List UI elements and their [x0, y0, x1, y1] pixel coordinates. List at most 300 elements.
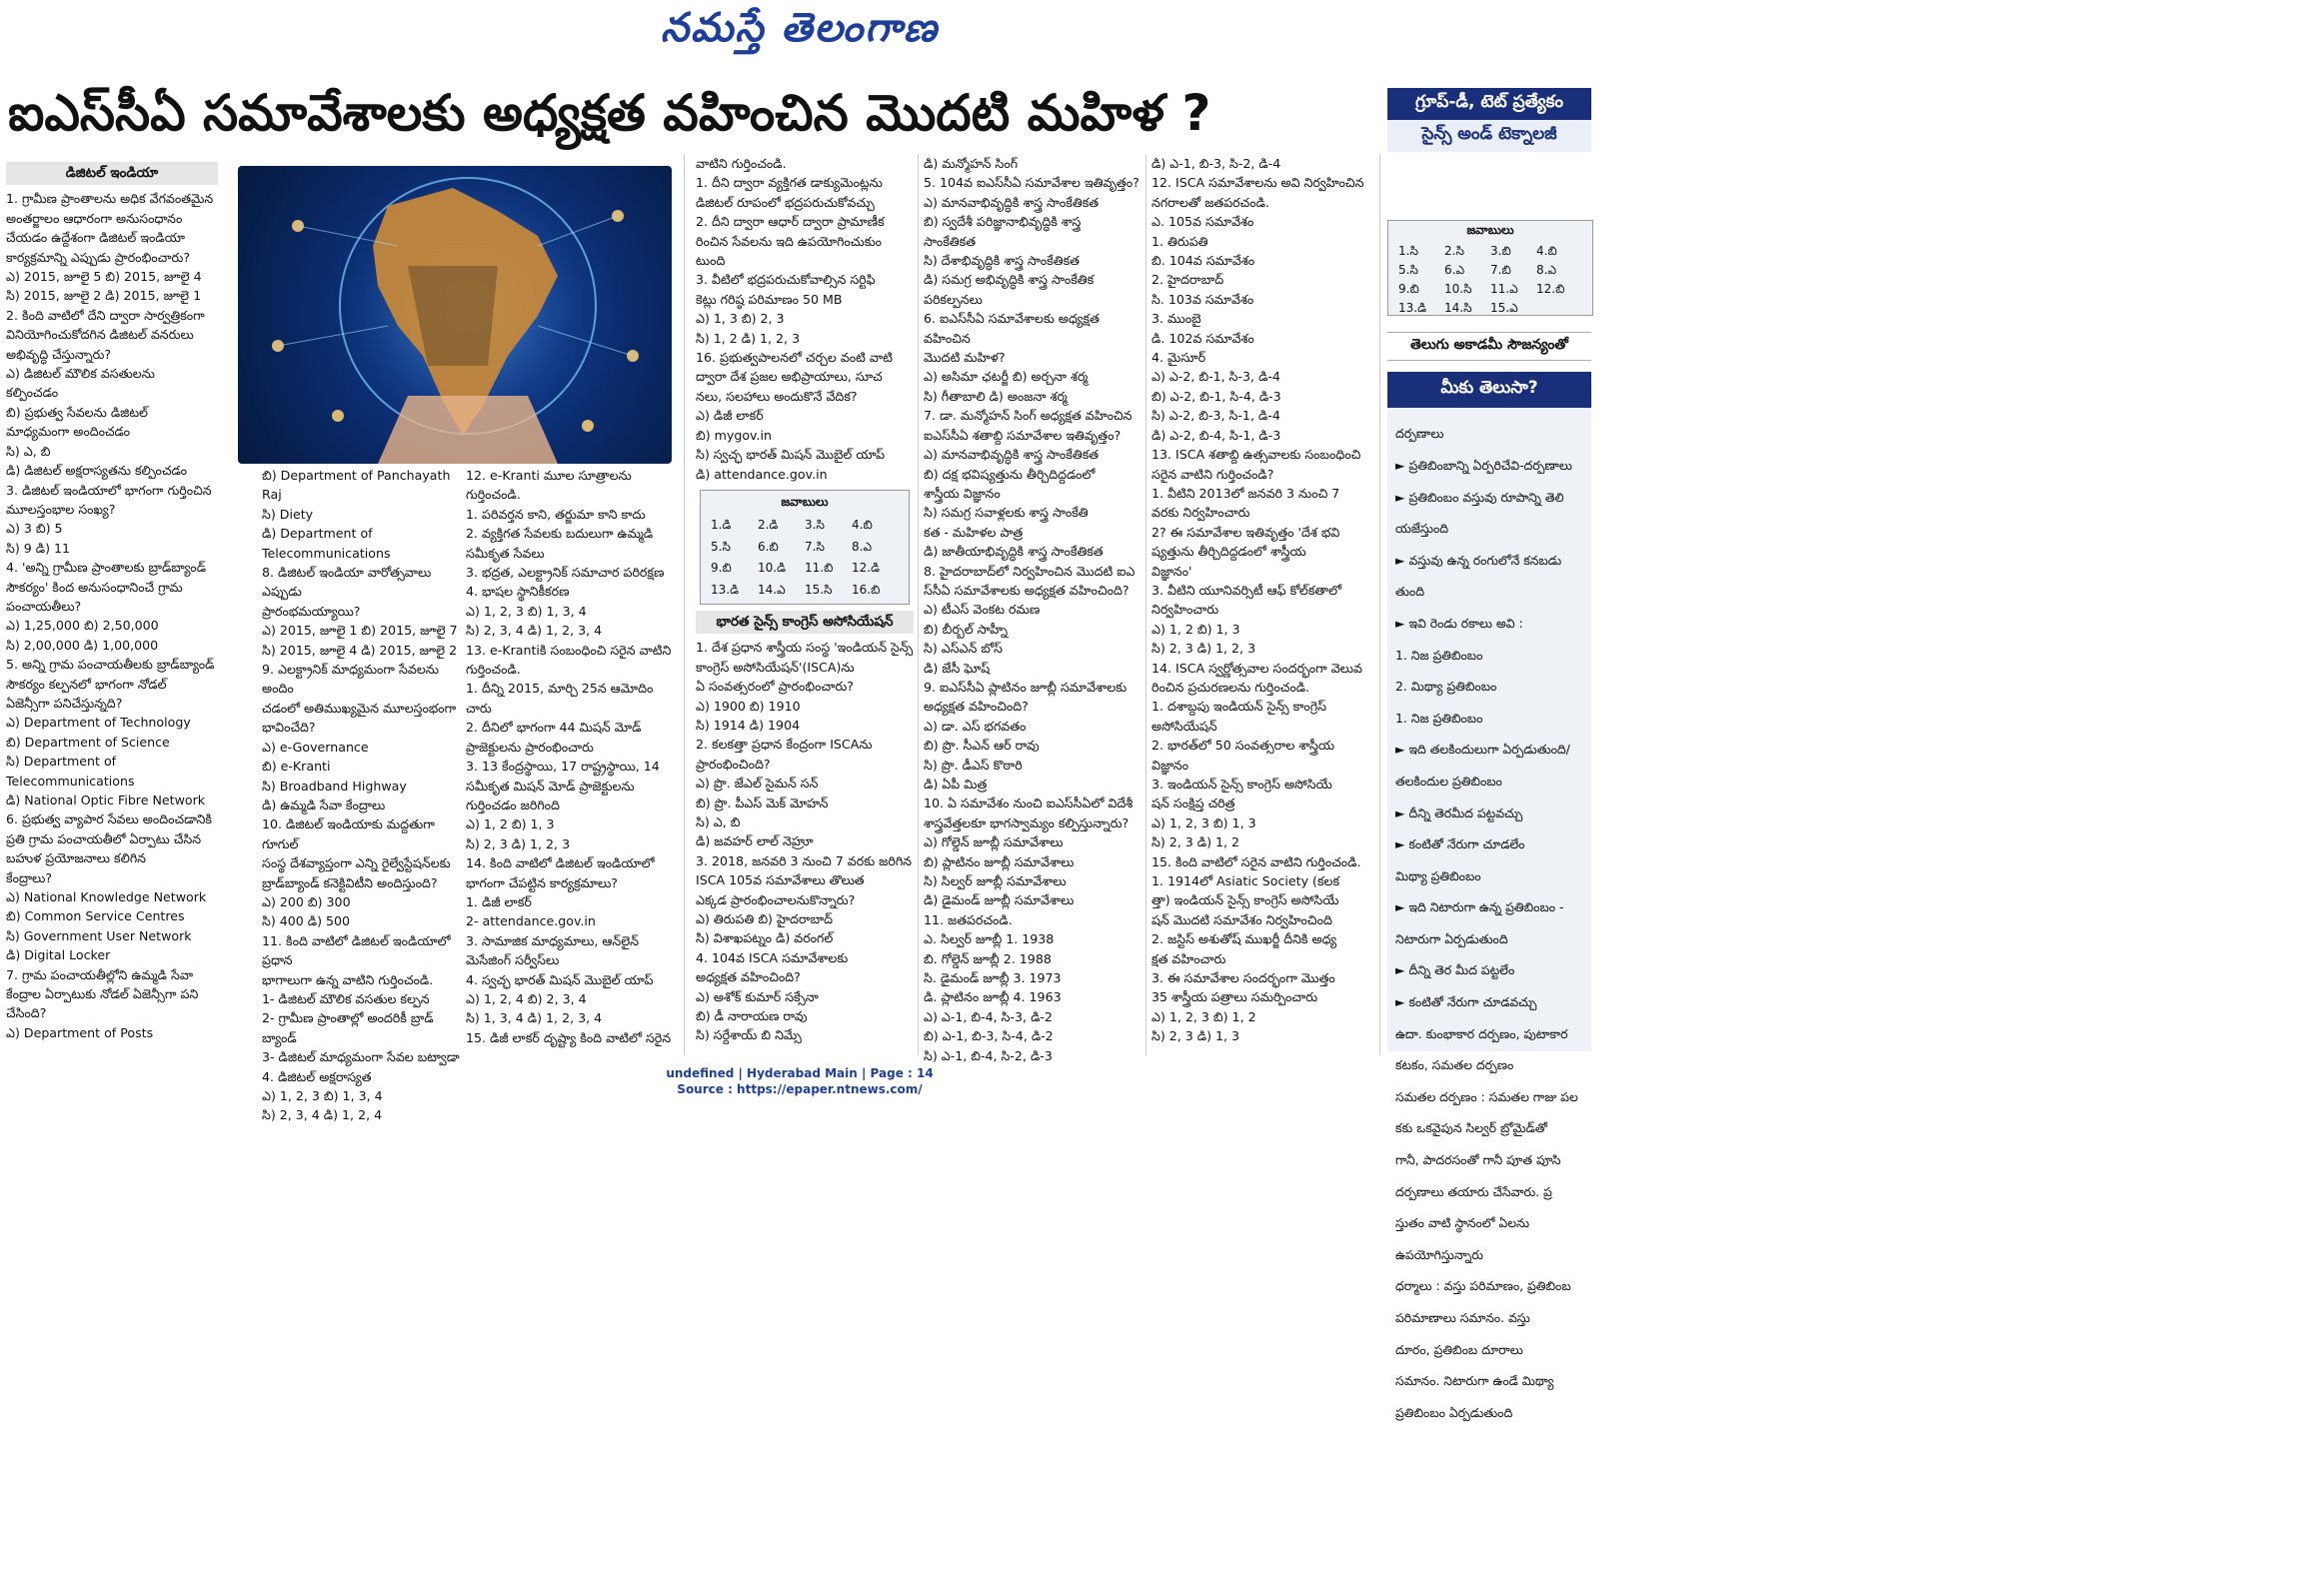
text-line: డి) ఎ-1, బి-3, సి-2, డి-4	[1152, 156, 1281, 171]
text-line: 1. నిజ ప్రతిబింబం	[1395, 647, 1483, 663]
text-line: బి) mygov.in	[696, 427, 773, 443]
section-heading-isca: భారత సైన్స్ కాంగ్రెస్ అసోసియేషన్	[696, 611, 914, 634]
text-line: అధ్యక్షత వహించింది?	[924, 699, 1029, 715]
text-line: సి) 2, 3, 4 డి) 1, 2, 4	[262, 1107, 383, 1123]
answer-item: 6.బి	[758, 539, 779, 554]
text-line: మూలస్తంభాల సంఖ్య?	[6, 501, 116, 517]
text-line: సాంకేతికత	[924, 233, 977, 249]
text-line: డి) attendance.gov.in	[696, 466, 828, 482]
text-line: ఎ) 1, 2, 4 బి) 2, 3, 4	[466, 990, 587, 1006]
answer-item: 16.బి	[852, 582, 881, 597]
text-line: ఎ) 1, 2 బి) 1, 3	[466, 816, 555, 832]
text-line: 7. గ్రామ పంచాయతీల్లోని ఉమ్మడి సేవా	[6, 966, 194, 982]
text-line: సి) 9 డి) 11	[6, 540, 71, 556]
column-5	[924, 154, 1142, 1063]
text-line: 13. e-Krantiకి సంబంధించి సరైన వాటిని	[466, 642, 672, 658]
text-line: ఎ) టీఎస్ వెంకట రమణ	[924, 602, 1041, 618]
text-line: 35 శాస్త్రీయ పత్రాలు సమర్పించారు	[1152, 989, 1318, 1005]
text-line: పంచాయతీలు?	[6, 598, 82, 614]
text-line: సమీకృత మిషన్ మోడ్ ప్రాజెక్టులను	[466, 778, 635, 794]
text-line: 2. వ్యక్తిగత సేవలకు బదులుగా ఉమ్మడి	[466, 526, 654, 542]
answer-item: 8.ఎ	[852, 539, 872, 554]
did-you-know-title: మీకు తెలుసా?	[1387, 372, 1591, 408]
text-line: త్తా) ఇండియన్ సైన్స్ కాంగ్రెస్ అసోసియే	[1152, 892, 1339, 908]
text-line: 3- డిజిటల్ మాధ్యమంగా సేవల బట్వాడా	[262, 1049, 460, 1065]
answer-item: 7.బి	[1490, 263, 1511, 277]
text-line: మాధ్యమంగా అందించడం	[6, 424, 131, 440]
text-line: 1. డిజీ లాకర్	[466, 893, 532, 909]
text-line: 11. జతపరచండి.	[924, 911, 1013, 927]
text-line: 1. దీన్ని 2015, మార్చి 25న ఆమోదిం	[466, 681, 654, 697]
text-line: సి) Broadband Highway	[262, 778, 407, 794]
text-line: స్‌సీఏ సమావేశాలకు అధ్యక్షత వహించింది?	[924, 582, 1130, 598]
text-line: సి) 2, 3 డి) 1, 2, 3	[466, 835, 571, 851]
text-line: ష్యత్తును తీర్చిదిద్దడంలో శాస్త్రీయ	[1152, 544, 1306, 560]
text-line: ఎక్కడ ప్రారంభించాలనుకొన్నారు?	[696, 891, 856, 907]
courtesy-note: తెలుగు అకాడమీ సౌజన్యంతో	[1387, 332, 1591, 361]
text-line: డి) జాతీయాభివృద్ధికి శాస్త్ర సాంకేతికత	[924, 544, 1104, 560]
text-line: మెసేజింగ్ సర్వీస్‌లు	[466, 952, 560, 968]
text-line: ఐఎస్‌సీఏ శతాబ్ది సమావేశాల ఇతివృత్తం?	[924, 427, 1122, 443]
text-line: ఎ) ఎ-1, బి-4, సి-3, డి-2	[924, 1008, 1053, 1024]
text-line: డి) ఉమ్మడి సేవా కేంద్రాలు	[262, 797, 386, 812]
text-line: సి) 2, 3 డి) 1, 2, 3	[1152, 641, 1256, 657]
text-line: ఎ) 2015, జూలై 1 బి) 2015, జూలై 7	[262, 623, 458, 639]
text-line: ద్వారా దేశ ప్రజల అభిప్రాయాలు, సూచ	[696, 369, 883, 385]
text-line: ఎ) 1,25,000 బి) 2,50,000	[6, 618, 159, 634]
answer-item: 10.డి	[758, 561, 786, 576]
text-line: పరికల్పనలు	[924, 291, 983, 307]
text-line: 3. ముంబై	[1152, 311, 1201, 327]
text-line: సౌకర్యం కల్పనలో భాగంగా నోడల్	[6, 676, 167, 692]
text-line: ఎ) అశోక్ కుమార్ సక్సేనా	[696, 988, 819, 1004]
answer-item: 10.సి	[1444, 282, 1472, 296]
text-line: ఎ) ఎ-2, బి-1, సి-3, డి-4	[1152, 369, 1280, 385]
text-line: భాగాలుగా ఉన్న వాటిని గుర్తించండి.	[262, 971, 434, 987]
text-line: 4. 104వ ISCA సమావేశాలకు	[696, 949, 849, 965]
text-line: దూరం, ప్రతిబింబ దూరాలు	[1395, 1341, 1523, 1357]
text-line: సి) సిల్వర్ జూబ్లీ సమావేశాలు	[924, 873, 1067, 889]
text-line: ఎ) 2015, జూలై 5 బి) 2015, జూలై 4	[6, 269, 202, 285]
text-line: సమీకృత సేవలు	[466, 545, 545, 561]
text-line: అభివృద్ధి చేస్తున్నారు?	[6, 346, 112, 362]
text-line: సి) 400 డి) 500	[262, 913, 351, 929]
text-line: 4. డిజిటల్ అక్షరాస్యత	[262, 1068, 372, 1084]
column-divider	[1146, 154, 1147, 1055]
text-line: 2. దీనిలో భాగంగా 44 మిషన్ మోడ్	[466, 720, 642, 736]
text-line: ఎ. 105వ సమావేశం	[1152, 214, 1254, 230]
text-line: సమతల దర్పణం : సమతల గాజు పల	[1395, 1088, 1578, 1104]
text-line: ప్రతి గ్రామ పంచాయతీలో ఏర్పాటు చేసిన	[6, 830, 202, 846]
text-line: బి) ప్రొ. సీఎన్ ఆర్ రావు	[924, 738, 1040, 754]
text-line: 8. హైదరాబాద్‌లో నిర్వహించిన మొదటి ఐఎ	[924, 563, 1136, 579]
text-line: 4. 'అన్ని గ్రామీణ ప్రాంతాలకు బ్రాడ్‌బ్యాండ్	[6, 560, 207, 576]
text-line: అసోసియేషన్	[1152, 718, 1217, 734]
text-line: ఎ) Department of Technology	[6, 715, 191, 731]
text-line: సి) దేశాభివృద్ధికి శాస్త్ర సాంకేతికత	[924, 253, 1080, 269]
text-line: 6. ఐఎస్‌సీఏ సమావేశాలకు అధ్యక్షత వహించిన	[924, 311, 1100, 346]
text-line: సి) 2015, జూలై 2 డి) 2015, జూలై 1	[6, 288, 202, 304]
text-line: 6. ప్రభుత్వ వ్యాపార సేవలు అందించడానికి	[6, 811, 212, 827]
text-line: దర్పణాలు	[1395, 426, 1444, 442]
text-line: 2. దీని ద్వారా ఆధార్ ద్వారా ప్రామాణీక	[696, 214, 885, 230]
text-line: సి) స్వచ్ఛ భారత్ మిషన్ మొబైల్ యాప్	[696, 447, 886, 463]
text-line: సంస్థ దేశవ్యాప్తంగా ఎన్ని రైల్వేస్టేషన్‌లకు	[262, 855, 451, 871]
text-line: 12. e-Kranti మూల సూత్రాలను	[466, 468, 632, 483]
column-divider	[918, 154, 919, 1055]
text-line: ఎ) 1, 2, 3 బి) 1, 2	[1152, 1008, 1256, 1024]
text-line: ఎ) 1, 2 బి) 1, 3	[1152, 621, 1240, 637]
text-line: 1. వీటిని 2013లో జనవరి 3 నుంచి 7	[1152, 485, 1340, 501]
text-line: గుర్తించండి.	[466, 662, 521, 678]
text-line: సి) విశాఖపట్నం డి) వరంగల్	[696, 930, 834, 946]
text-line: 3. వీటిని యూనివర్సిటీ ఆఫ్ కోల్‌కతాలో	[1152, 582, 1342, 598]
answer-item: 4.బి	[852, 518, 873, 533]
footer-edition: undefined | Hyderabad Main | Page : 14	[666, 1066, 934, 1080]
text-line: ఏజెన్సీగా పనిచేస్తున్నది?	[6, 695, 123, 711]
text-line: 1. గ్రామీణ ప్రాంతాలను అధిక వేగవంతమైన	[6, 191, 214, 207]
text-line: ► ఇవి రెండు రకాలు అవి :	[1395, 615, 1523, 631]
text-line: విజ్ఞానం	[1152, 757, 1188, 773]
text-line: నగరాలతో జతపరచండి.	[1152, 194, 1269, 210]
text-line: ఎ) డిజిటల్ మౌలిక వసతులను	[6, 366, 155, 382]
text-line: ఎ) డిజీ లాకర్	[696, 408, 764, 424]
text-line: కల్పించడం	[6, 385, 59, 401]
text-line: శాస్త్రీయ విజ్ఞానం	[924, 485, 1001, 501]
column-6	[1152, 154, 1371, 1055]
answer-item: 13.డి	[1398, 301, 1426, 315]
footer-source: Source : https://epaper.ntnews.com/	[677, 1082, 923, 1096]
text-line: సరైన వాటిని గుర్తించండి?	[1152, 466, 1274, 482]
text-line: సి) ప్రొ. డీఎస్ కొఠారి	[924, 757, 1023, 773]
answers-box-digital-india	[700, 490, 910, 605]
text-line: 3. 2018, జనవరి 3 నుంచి 7 వరకు జరిగిన	[696, 852, 913, 868]
text-line: భాగంగా చేపట్టిన కార్యక్రమాలు?	[466, 874, 618, 890]
text-line: సి) Diety	[262, 506, 314, 522]
text-line: 16. ప్రభుత్వపాలనలో చర్చల వంటి వాటి	[696, 350, 893, 366]
text-line: 1. దీని ద్వారా వ్యక్తిగత డాక్యుమెంట్లను	[696, 175, 883, 191]
text-line: సి) ఎ, బి	[6, 443, 51, 459]
text-line: సమానం. నిటారుగా ఉండే మిథ్యా	[1395, 1373, 1554, 1389]
text-line: డి. ప్లాటినం జూబ్లీ 4. 1963	[924, 989, 1062, 1005]
text-line: ఎ. సిల్వర్ జూబ్లీ 1. 1938	[924, 931, 1055, 947]
text-line: ఎ) Department of Posts	[6, 1024, 154, 1040]
text-line: 8. డిజిటల్ ఇండియా వారోత్సవాలు ఎప్పుడు	[262, 565, 432, 600]
text-line: 2- గ్రామీణ ప్రాంతాల్లో అందరికీ బ్రాడ్	[262, 1010, 434, 1026]
page-footer	[0, 1065, 1599, 1097]
text-line: డి) జవహర్ లాల్ నెహ్రూ	[696, 833, 814, 849]
text-line: ఏ సంవత్సరంలో ప్రారంభించారు?	[696, 679, 854, 695]
answer-item: 7.సి	[805, 539, 825, 554]
text-line: కటకం, సమతల దర్పణం	[1395, 1057, 1514, 1073]
text-line: 3. 13 కేంద్రస్థాయి, 17 రాష్ట్రస్థాయి, 14	[466, 759, 660, 775]
text-line: 1. దేశ ప్రధాన శాస్త్రీయ సంస్థ 'ఇండియన్ సైన్స్	[696, 640, 914, 656]
text-line: ఎ) 200 బి) 300	[262, 893, 351, 909]
text-line: ఎ) తిరుపతి బి) హైదరాబాద్	[696, 911, 834, 927]
answer-item: 2.సి	[1444, 244, 1464, 258]
text-line: ఉదా. కుంభాకార దర్పణం, పుటాకార	[1395, 1025, 1568, 1041]
text-line: బి) Department of Science	[6, 734, 170, 750]
answer-item: 15.సి	[805, 582, 833, 597]
column-divider	[1379, 154, 1380, 1055]
text-line: 2. భారత్‌లో 50 సంవత్సరాల శాస్త్రీయ	[1152, 738, 1335, 754]
answer-item: 5.సి	[1398, 263, 1418, 277]
text-line: బి) e-Kranti	[262, 759, 331, 775]
text-line: బి) Common Service Centres	[6, 908, 185, 924]
headline: ఐఎస్‌సీఏ సమావేశాలకు అధ్యక్షత వహించిన మొదటి మహిళ ?	[8, 84, 1211, 142]
text-line: డి) Department of	[262, 526, 373, 542]
answer-item: 1.సి	[1398, 244, 1418, 258]
text-line: 3. ఇండియన్ సైన్స్ కాంగ్రెస్ అసోసియే	[1152, 777, 1332, 792]
text-line: నిర్వహించారు	[1152, 602, 1219, 618]
text-line: ► కంటితో నేరుగా చూడవచ్చు	[1395, 994, 1537, 1010]
text-line: సి) 2,00,000 డి) 1,00,000	[6, 637, 159, 653]
text-line: బహుళ ప్రయోజనాలు కలిగిన	[6, 850, 147, 866]
text-line: ఎ) 1900 బి) 1910	[696, 698, 801, 714]
did-you-know-box	[1387, 372, 1591, 1420]
text-line: బ్యాండ్	[262, 1029, 297, 1045]
text-line: ఎ) 1, 2, 3 బి) 1, 3, 4	[466, 603, 587, 619]
text-line: 10. ఏ సమావేశం నుంచి ఐఎస్‌సీఏలో విదేశీ	[924, 796, 1134, 811]
text-line: ఎ) 1, 3 బి) 2, 3	[696, 311, 785, 327]
text-line: 12. ISCA సమావేశాలను అవి నిర్వహించిన	[1152, 175, 1364, 191]
text-line: చడంలో అతిముఖ్యమైన మూలస్తంభంగా	[262, 700, 457, 716]
answer-item: 13.డి	[711, 582, 739, 597]
text-line: 11. కింది వాటిలో డిజిటల్ ఇండియాలో ప్రధాన	[262, 932, 451, 968]
column-divider	[684, 154, 685, 1055]
answer-item: 15.ఎ	[1490, 301, 1518, 315]
text-line: సి) 2, 3 డి) 1, 3	[1152, 1028, 1240, 1044]
text-line: బి) ఎ-1, బి-3, సి-4, డి-2	[924, 1028, 1054, 1044]
text-line: తలకిందుల ప్రతిబింబం	[1395, 773, 1502, 789]
answer-item: 4.బి	[1536, 244, 1557, 258]
text-line: తుంది	[1395, 584, 1424, 600]
text-line: 1- డిజిటల్ మౌలిక వసతుల కల్పన	[262, 990, 430, 1006]
text-line: 1. తిరుపతి	[1152, 233, 1208, 249]
text-line: సి) ఎ-1, బి-4, సి-2, డి-3	[924, 1047, 1053, 1063]
text-line: ఎ) e-Governance	[262, 739, 369, 755]
answer-item: 3.సి	[805, 518, 825, 533]
text-line: ► ప్రతిబింబం వస్తువు రూపాన్ని తెలి	[1395, 489, 1564, 505]
text-line: బి) దక్ష భవిష్యత్తును తీర్చిదిద్దడంలో	[924, 466, 1096, 482]
text-line: అధ్యక్షత వహించింది?	[696, 969, 801, 985]
text-line: 10. డిజిటల్ ఇండియాకు మద్దతుగా గూగుల్	[262, 816, 435, 851]
answers-box-isca	[1387, 220, 1593, 316]
text-line: డిజిటల్ రూపంలో భద్రపరుచుకోవచ్చు	[696, 194, 875, 210]
text-line: భావించేది?	[262, 720, 316, 736]
column-3	[466, 466, 676, 1055]
text-line: ఎ) 1, 2, 3 బి) 1, 3	[1152, 814, 1256, 830]
text-line: ఎ) 3 బి) 5	[6, 521, 63, 537]
text-line: ప్రారంభమయ్యాయి?	[262, 603, 361, 619]
answer-item: 9.బి	[1398, 282, 1419, 296]
text-line: బి) డీ నారాయణ రావు	[696, 1008, 808, 1024]
text-line: బి) ప్లాటినం జూబ్లీ సమావేశాలు	[924, 853, 1075, 869]
text-line: 5. 104వ ఐఎస్‌సీఏ సమావేశాల ఇతివృత్తం?	[924, 175, 1140, 191]
masthead-logo: నమస్తే తెలంగాణ	[660, 4, 940, 51]
text-line: డి) ఎ-2, బి-4, సి-1, డి-3	[1152, 427, 1281, 443]
text-line: విజ్ఞానం'	[1152, 563, 1192, 579]
text-line: డి) జేసీ ఘోష్	[924, 660, 991, 676]
text-line: కకు ఒకవైపున సిల్వర్ బ్రోమైడ్‌తో	[1395, 1120, 1547, 1136]
text-line: ప్రతిబింబం ఏర్పడుతుంది	[1395, 1404, 1513, 1420]
text-line: 3. వీటిలో భద్రపరుచుకోవాల్సిన సర్టిఫి	[696, 272, 876, 288]
answer-item: 1.డి	[711, 518, 732, 533]
text-line: స్తుతం వాటి స్థానంలో ఏలను	[1395, 1215, 1529, 1231]
answer-item: 14.ఎ	[758, 582, 786, 597]
text-line: సి. డైమండ్ జూబ్లీ 3. 1973	[924, 970, 1062, 986]
text-line: పరిమాణాలు సమానం. వస్తు	[1395, 1310, 1530, 1326]
text-line: సి) 1, 3, 4 డి) 1, 2, 3, 4	[466, 1010, 603, 1026]
text-line: ► దీన్ని తెర మీద పట్టలేం	[1395, 962, 1515, 978]
text-line: 14. ISCA స్వర్ణోత్సవాల సందర్భంగా వెలువ	[1152, 660, 1362, 676]
text-line: రించిన ప్రచురణలను గుర్తించండి.	[1152, 679, 1310, 695]
text-line: డి. 102వ సమావేశం	[1152, 330, 1254, 346]
text-line: సి) 2015, జూలై 4 డి) 2015, జూలై 2	[262, 642, 458, 658]
text-line: 2? ఈ సమావేశాల ఇతివృత్తం 'దేశ భవి	[1152, 524, 1340, 540]
text-line: సి. 103వ సమావేశం	[1152, 291, 1254, 307]
text-line: చేసింది?	[6, 1005, 47, 1021]
text-line: కాంగ్రెస్ అసోసియేషన్'(ISCA)ను	[696, 659, 855, 675]
text-line: వినియోగించుకోదగిన డిజిటల్ వనరులు	[6, 327, 194, 343]
answer-item: 6.ఎ	[1444, 263, 1464, 277]
text-line: 4. స్వచ్ఛ భారత్ మిషన్ మొబైల్ యాప్	[466, 971, 654, 987]
text-line: డి) మన్మోహన్ సింగ్	[924, 156, 1019, 171]
text-line: ఎ) ప్రొ. జేఎల్ సైమన్ సన్	[696, 776, 819, 792]
column-4	[696, 154, 914, 1055]
text-line: ప్రారంభించింది?	[696, 756, 771, 772]
answer-item: 5.సి	[711, 539, 731, 554]
answer-item: 11.బి	[805, 561, 834, 576]
text-line: బి) Department of Panchayath	[262, 468, 451, 483]
text-line: డి) డైమండ్ జూబ్లీ సమావేశాలు	[924, 892, 1075, 908]
text-line: గానీ, పాదరసంతో గానీ పూత పూసి	[1395, 1152, 1561, 1168]
text-line: నిటారుగా ఏర్పడుతుంది	[1395, 930, 1508, 946]
text-line: మొదటి మహిళ?	[924, 350, 1006, 366]
text-line: శాస్త్రవేత్తలకూ భాగస్వామ్యం కల్పిస్తున్నారు?	[924, 814, 1130, 830]
text-line: సి) 1, 2 డి) 1, 2, 3	[696, 330, 801, 346]
tag-line2: సైన్స్ అండ్ టెక్నాలజీ	[1387, 120, 1591, 152]
text-line: కేంద్రాల ఏర్పాటుకు నోడల్ ఏజెన్సీగా పని	[6, 986, 199, 1002]
text-line: గుర్తించండి.	[466, 487, 521, 503]
text-line: 2- attendance.gov.in	[466, 913, 596, 929]
text-line: సి) ఎ-2, బి-3, సి-1, డి-4	[1152, 408, 1280, 424]
text-line: డి) National Optic Fibre Network	[6, 793, 206, 807]
tag-line1: గ్రూప్-డీ, టెట్ ప్రత్యేకం	[1387, 88, 1591, 120]
answer-item: 8.ఎ	[1536, 263, 1556, 277]
text-line: ఎ) అసిమా ఛటర్జీ బి) అర్చనా శర్మ	[924, 369, 1089, 385]
text-line: 3. ఈ సమావేశాల సందర్భంగా మొత్తం	[1152, 970, 1335, 986]
section-heading-digital-india: డిజిటల్ ఇండియా	[6, 162, 218, 185]
text-line: 7. డా. మన్మోహన్ సింగ్ అధ్యక్షత వహించిన	[924, 408, 1133, 424]
text-line: డి) డిజిటల్ అక్షరాస్యతను కల్పించడం	[6, 463, 188, 479]
text-line: 1. దశాబ్దపు ఇండియన్ సైన్స్ కాంగ్రెస్	[1152, 699, 1326, 715]
text-line: బి) ప్రొ. పీఎస్ మెక్ మోహన్	[696, 795, 829, 810]
text-line: 2. జస్టిస్ అశుతోష్ ముఖర్జీ దీనికి అధ్య	[1152, 931, 1337, 947]
text-line: బి) బీర్బల్ సాహ్నీ	[924, 621, 1008, 637]
text-line: సి) 2, 3, 4 డి) 1, 2, 3, 4	[466, 623, 603, 639]
text-line: 5. అన్ని గ్రామ పంచాయతీలకు బ్రాడ్‌బ్యాండ్	[6, 657, 215, 673]
text-line: డి) ఏపీ మిత్ర	[924, 777, 988, 792]
digital-india-illustration	[238, 166, 672, 464]
text-line: ధర్మాలు : వస్తు పరిమాణం, ప్రతిబింబ	[1395, 1278, 1571, 1294]
answer-item: 14.సి	[1444, 301, 1472, 315]
text-line: క్షత వహించారు	[1152, 950, 1226, 966]
text-line: సి) Department of	[6, 754, 117, 770]
text-line: 13. ISCA శతాబ్ది ఉత్సవాలకు సంబంధించి	[1152, 447, 1361, 463]
text-line: వరకు నిర్వహించారు	[1152, 505, 1250, 521]
text-line: చారు	[466, 700, 492, 716]
text-line: సి) సర్దేశాయ్ బి నిమ్సే	[696, 1027, 802, 1043]
text-line: ► ఇది తలకిందులుగా ఏర్పడుతుంది/	[1395, 742, 1570, 758]
text-line: యజేస్తుంది	[1395, 521, 1449, 537]
answer-item: 2.డి	[758, 518, 779, 533]
text-line: సి) గీతాబాలి డి) అంజనా శర్మ	[924, 388, 1068, 404]
text-line: ఎ) National Knowledge Network	[6, 889, 207, 905]
text-line: 1. 1914లో Asiatic Society (కలక	[1152, 873, 1340, 889]
text-line: 15. డిజీ లాకర్ దృష్ట్యా కింది వాటిలో సరైన	[466, 1029, 672, 1045]
text-line: బి. గోల్డెన్ జూబ్లీ 2. 1988	[924, 950, 1052, 966]
text-line: సి) Government User Network	[6, 927, 192, 943]
text-line: షన్ మొదటి సమావేశం నిర్వహించింది	[1152, 911, 1332, 927]
text-line: బి) ప్రభుత్వ సేవలను డిజిటల్	[6, 404, 148, 420]
text-line: కేంద్రాలు?	[6, 869, 53, 885]
text-line: 4. మైసూర్	[1152, 350, 1206, 366]
answer-item: 11.ఎ	[1490, 282, 1518, 296]
answer-item: 12.డి	[852, 561, 880, 576]
text-line: 2. కింది వాటిలో దేని ద్వారా సార్వత్రికంగా	[6, 307, 205, 323]
text-line: 14. కింది వాటిలో డిజిటల్ ఇండియాలో	[466, 855, 655, 871]
sidebar-answers-title: జవాబులు	[1466, 223, 1514, 237]
answers-title: జవాబులు	[781, 494, 829, 509]
text-line: 9. ఐఎస్‌సీఏ ప్లాటినం జూబ్లీ సమావేశాలకు	[924, 679, 1128, 695]
text-line: ఎ) మానవాభివృద్ధికి శాస్త్ర సాంకేతికత	[924, 194, 1100, 210]
text-line: రించిన సేవలను ఇది ఉపయోగించుకుం	[696, 233, 883, 249]
text-line: ఎ) డా. ఎస్ భగవతం	[924, 718, 1027, 734]
text-line: ► ఇది నిటారుగా ఉన్న ప్రతిబింబం -	[1395, 899, 1564, 915]
text-line: 2. హైదరాబాద్	[1152, 272, 1224, 288]
column-1	[6, 160, 218, 1049]
text-line: అంతర్జాలం ఆధారంగా అనుసంధానం	[6, 210, 183, 226]
text-line: చేయడం ఉద్దేశంగా డిజిటల్ ఇండియా	[6, 230, 185, 246]
text-line: బి. 104వ సమావేశం	[1152, 253, 1255, 269]
text-line: 3. సామాజిక మాధ్యమాలు, ఆన్‌లైన్	[466, 932, 640, 948]
text-line: 9. ఎలక్ట్రానిక్ మాధ్యమంగా సేవలను అందిం	[262, 662, 439, 697]
text-line: ప్రాజెక్టులను ప్రారంభించారు	[466, 739, 594, 755]
text-line: 4. భాషల స్థానికీకరణ	[466, 584, 570, 600]
text-line: ► ప్రతిబింబాన్ని ఏర్పరిచేవి-దర్పణాలు	[1395, 457, 1572, 473]
answer-item: 3.బి	[1490, 244, 1511, 258]
text-line: సి) 2, 3 డి) 1, 2	[1152, 834, 1240, 850]
text-line: 2. మిథ్యా ప్రతిబింబం	[1395, 679, 1497, 695]
text-line: ISCA 105వ సమావేశాలు తొలుత	[696, 872, 865, 888]
text-line: ► దీన్ని తెరమీద పట్టవచ్చు	[1395, 804, 1523, 820]
text-line: బి) ఎ-2, బి-1, సి-4, డి-3	[1152, 388, 1281, 404]
subject-tag	[1387, 88, 1591, 152]
text-line: 1. పరివర్తన కాని, తర్జుమా కాని కాదు	[466, 506, 646, 522]
text-line: 15. కింది వాటిలో సరైన వాటిని గుర్తించండి.	[1152, 853, 1361, 869]
answer-item: 12.బి	[1536, 282, 1565, 296]
text-line: ► కంటితో నేరుగా చూడలేం	[1395, 836, 1525, 852]
text-line: ఉపయోగిస్తున్నారు	[1395, 1246, 1483, 1262]
text-line: 1. నిజ ప్రతిబింబం	[1395, 710, 1483, 726]
text-line: సి) సమగ్ర సవాళ్లలకు శాస్త్ర సాంకేతి	[924, 505, 1089, 521]
text-line: దర్పణాలు తయారు చేసేవారు. ప్ర	[1395, 1183, 1552, 1199]
text-line: వాటిని గుర్తించండి.	[696, 156, 787, 171]
answer-item: 9.బి	[711, 561, 732, 576]
text-line: 3. భద్రత, ఎలక్ట్రానిక్ సమాచార పరిరక్షణ	[466, 565, 665, 581]
text-line: Telecommunications	[262, 545, 391, 561]
